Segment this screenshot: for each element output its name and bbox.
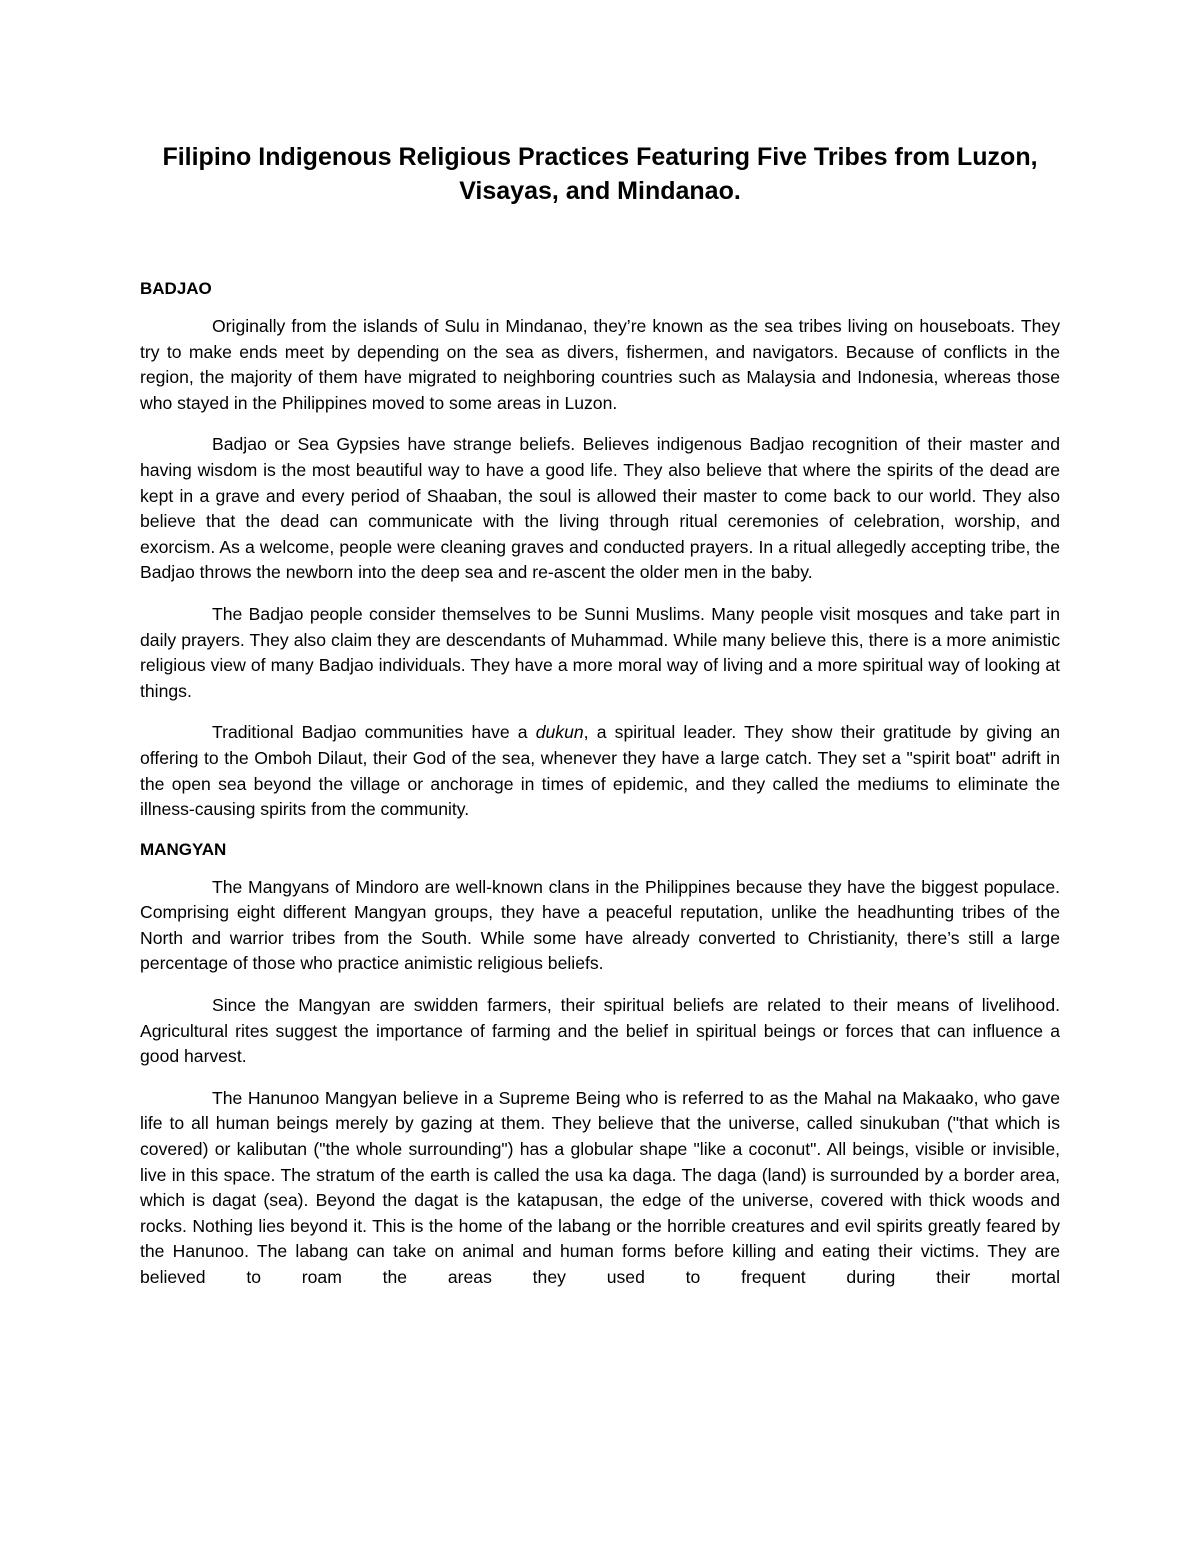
badjao-paragraph-4-start: Traditional Badjao communities have a — [212, 722, 536, 743]
dukun-term: dukun — [535, 722, 584, 743]
mangyan-paragraph-2: Since the Mangyan are swidden farmers, their spiritual beliefs are related to their means of livelihood. Agricultural rites suggest the importance of farming and the belief in spiritual beings or forces that can influence a good harvest. — [140, 995, 1060, 1067]
badjao-paragraph-1: Originally from the islands of Sulu in Mindanao, they’re known as the sea tribes living on houseboats. They try to make ends meet by depending on the sea as divers, fishermen, and navigators. Because of conflicts in the region, the majority of them have migrated to neighboring countries such as Malaysia and Indonesia, whereas those who stayed in the Philippines moved to some areas in Luzon. — [140, 316, 1060, 413]
section-badjao — [140, 278, 1060, 823]
mangyan-paragraph-1: The Mangyans of Mindoro are well-known clans in the Philippines because they have the biggest populace. Comprising eight different Mangyan groups, they have a peaceful reputation, unlike the headhunting tribes of the North and warrior tribes from the South. While some have already converted to Christianity, there’s still a large percentage of those who practice animistic religious beliefs. — [140, 876, 1060, 974]
mangyan-paragraph-3: The Hanunoo Mangyan believe in a Supreme Being who is referred to as the Mahal na Makaako, who gave life to all human beings merely by gazing at them. They believe that the universe, called sinukuban ("that which is covered) or kalibutan ("the whole surrounding") has a globular shape "like a coconut". All beings, visible or invisible, live in this space. The stratum of the earth is called the usa ka daga. The daga (land) is surrounded by a border area, which is dagat (sea). Beyond the dagat is the katapusan, the edge of the universe, covered with thick woods and rocks. Nothing lies beyond it. This is the home of the labang or the horrible creatures and evil spirits greatly feared by the Hanunoo. The labang can take on animal and human forms before killing and eating their victims. They are believed to roam the areas they used to frequent during their mortal — [140, 1087, 1060, 1287]
section-heading-badjao: BADJAO — [140, 279, 212, 298]
badjao-paragraph-4-end: , a spiritual leader. They show their gratitude by giving an offering to the Omboh Dilaut, their God of the sea, whenever they have a large catch. They set a "spirit boat" adrift in the open sea beyond the village or anchorage in times of epidemic, and they called the mediums to eliminate the illness-causing spirits from the community. — [140, 722, 1061, 820]
badjao-paragraph-2: Badjao or Sea Gypsies have strange beliefs. Believes indigenous Badjao recognition of their master and having wisdom is the most beautiful way to have a good life. They also believe that where the spirits of the dead are kept in a grave and every period of Shaaban, the soul is allowed their master to come back to our world. They also believe that the dead can communicate with the living through ritual ceremonies of celebration, worship, and exorcism. As a welcome, people were cleaning graves and conducted prayers. In a ritual allegedly accepting tribe, the Badjao throws the newborn into the deep sea and re-ascent the older men in the baby. — [140, 434, 1060, 583]
document-page — [140, 140, 1060, 1291]
section-mangyan — [140, 839, 1060, 1291]
document-title: Filipino Indigenous Religious Practices Featuring Five Tribes from Luzon, Visayas, and Mindanao. — [162, 143, 1038, 205]
badjao-paragraph-3: The Badjao people consider themselves to be Sunni Muslims. Many people visit mosques and take part in daily prayers. They also claim they are descendants of Muhammad. While many believe this, there is a more animistic religious view of many Badjao individuals. They have a more moral way of living and a more spiritual way of looking at things. — [140, 603, 1060, 701]
badjao-paragraph-4 — [140, 720, 1060, 822]
section-heading-mangyan: MANGYAN — [140, 839, 227, 859]
